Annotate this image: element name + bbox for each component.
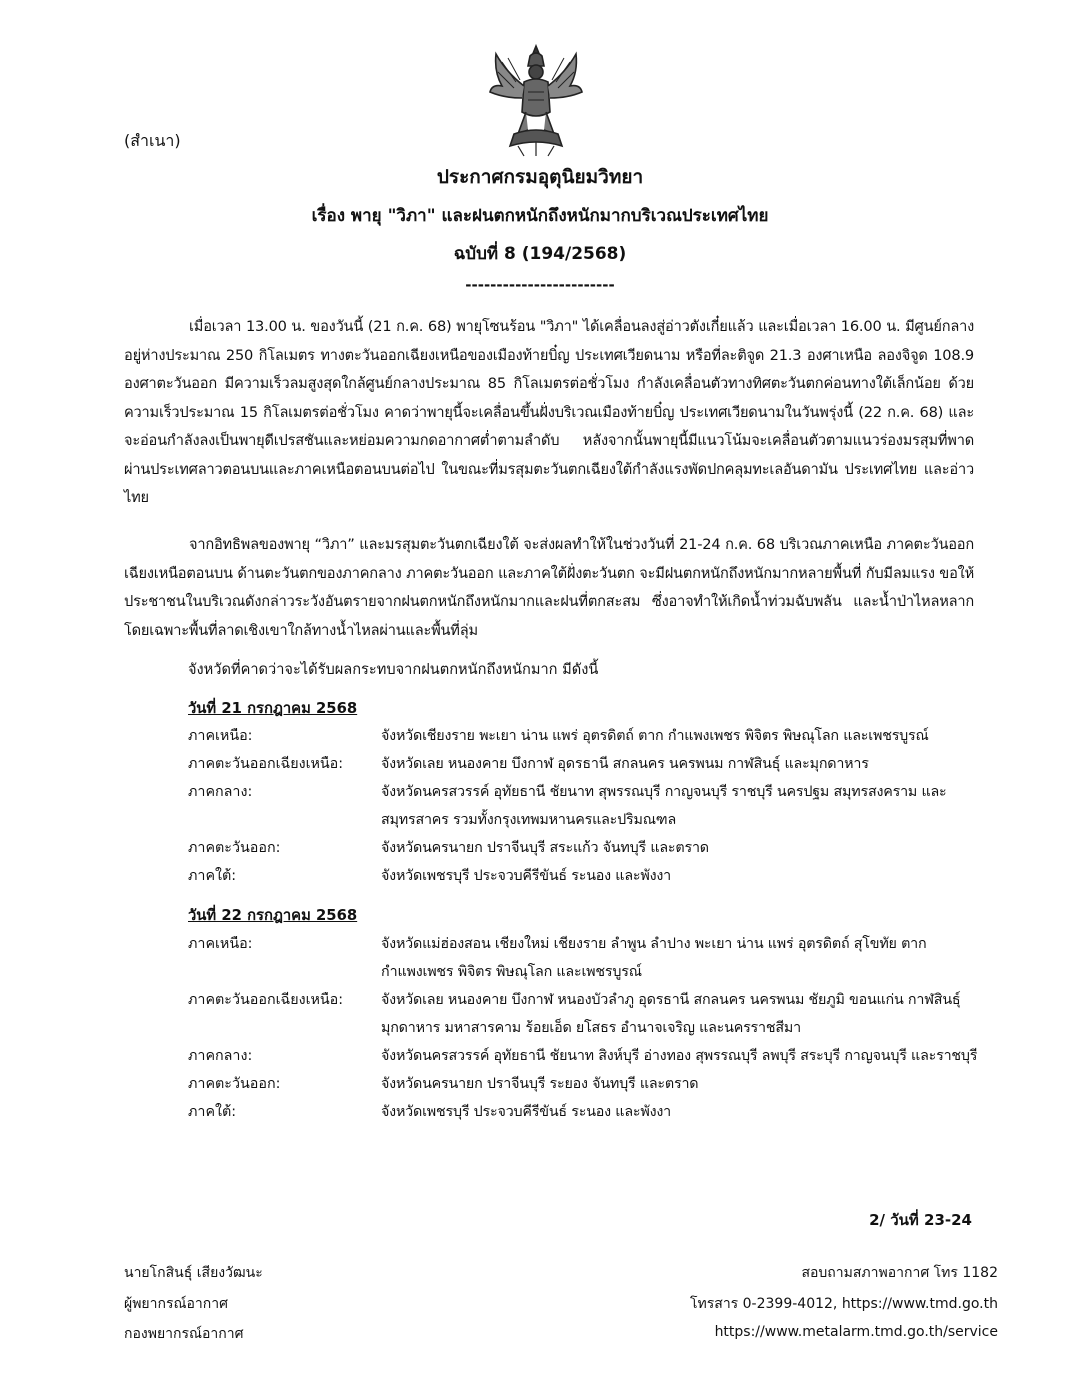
region-row — [188, 1098, 988, 1126]
page-title: ประกาศกรมอุตุนิยมวิทยา — [436, 166, 644, 188]
contact-phone: สอบถามสภาพอากาศ โทร 1182 — [801, 1265, 998, 1281]
province-list: จังหวัดเพชรบุรี ประจวบคีรีขันธ์ ระนอง และพังงา — [381, 1104, 671, 1120]
region-row — [188, 1070, 988, 1098]
region-list — [188, 722, 988, 890]
region-row — [188, 750, 988, 778]
announcement-subject: เรื่อง พายุ "วิภา" และฝนตกหนักถึงหนักมากบริเวณประเทศไทย — [311, 206, 769, 226]
day-heading: วันที่ 21 กรกฎาคม 2568 — [188, 700, 358, 717]
province-list: จังหวัดเลย หนองคาย บึงกาฬ อุดรธานี สกลนคร นครพนม กาฬสินธุ์ และมุกดาหาร — [381, 756, 869, 772]
region-name: ภาคใต้: — [188, 868, 237, 884]
contact-alert-service: https://www.metalarm.tmd.go.th/service — [714, 1324, 998, 1340]
contact-fax-website: โทรสาร 0-2399-4012, https://www.tmd.go.th — [690, 1296, 998, 1312]
region-name: ภาคกลาง: — [188, 784, 253, 800]
region-row — [188, 986, 988, 1042]
province-list: จังหวัดนครสวรรค์ อุทัยธานี ชัยนาท สิงห์บุรี อ่างทอง สุพรรณบุรี ลพบุรี สระบุรี กาญจนบุรี และราชบุรี — [381, 1048, 978, 1064]
day-heading: วันที่ 22 กรกฎาคม 2568 — [188, 907, 358, 924]
region-name: ภาคตะวันออกเฉียงเหนือ: — [188, 992, 344, 1008]
province-list: จังหวัดเลย หนองคาย บึงกาฬ หนองบัวลำภู อุดรธานี สกลนคร นครพนม ชัยภูมิ ขอนแก่น กาฬสินธุ์ มุกดาหาร มหาสารคาม ร้อยเอ็ด ยโสธร อำนาจเจริญ และนครราชสีมา — [381, 992, 961, 1036]
region-row — [188, 862, 988, 890]
region-row — [188, 834, 988, 862]
region-row — [188, 778, 988, 834]
copy-mark: (สำเนา) — [124, 131, 181, 150]
garuda-emblem — [488, 42, 584, 158]
province-list: จังหวัดแม่ฮ่องสอน เชียงใหม่ เชียงราย ลำพูน ลำปาง พะเยา น่าน แพร่ อุตรดิตถ์ สุโขทัย ตาก กำแพงเพชร พิจิตร พิษณุโลก และเพชรบูรณ์ — [381, 936, 927, 980]
issue-number: ฉบับที่ 8 (194/2568) — [453, 244, 627, 264]
region-list — [188, 930, 988, 1126]
region-row — [188, 722, 988, 750]
region-name: ภาคตะวันออก: — [188, 840, 281, 856]
forecaster-division: กองพยากรณ์อากาศ — [124, 1326, 244, 1342]
region-name: ภาคตะวันออกเฉียงเหนือ: — [188, 756, 344, 772]
province-list: จังหวัดนครนายก ปราจีนบุรี ระยอง จันทบุรี และตราด — [381, 1076, 699, 1092]
region-name: ภาคตะวันออก: — [188, 1076, 281, 1092]
region-name: ภาคเหนือ: — [188, 936, 253, 952]
continuation-note: 2/ วันที่ 23-24 — [869, 1211, 972, 1229]
province-list: จังหวัดนครนายก ปราจีนบุรี สระแก้ว จันทบุรี และตราด — [381, 840, 709, 856]
storm-status-paragraph: เมื่อเวลา 13.00 น. ของวันนี้ (21 ก.ค. 68) พายุโซนร้อน "วิภา" ได้เคลื่อนลงสู่อ่าวตังเกี๋ยแล้ว และเมื่อเวลา 16.00 น. มีศูนย์กลางอยู่ห่างประมาณ 250 กิโลเมตร ทางตะวันออกเฉียงเหนือของเมืองท้ายบิ๋ญ ประเทศเวียดนาม หรือที่ละติจูด 21.3 องศาเหนือ ลองจิจูด 108.9 องศาตะวันออก มีความเร็วลมสูงสุดใกล้ศูนย์กลางประมาณ 85 กิโลเมตรต่อชั่วโมง กำลังเคลื่อนตัวทางทิศตะวันตกค่อนทางใต้เล็กน้อย ด้วยความเร็วประมาณ 15 กิโลเมตรต่อชั่วโมง คาดว่าพายุนี้จะเคลื่อนขึ้นฝั่งบริเวณเมืองท้ายบิ๋ญ ประเทศเวียดนามในวันพรุ่งนี้ (22 ก.ค. 68) และจะอ่อนกำลังลงเป็นพายุดีเปรสชันและหย่อมความกดอากาศต่ำตามลำดับ หลังจากนั้นพายุนี้มีแนวโน้มจะเคลื่อนตัวตามแนวร่องมรสุมที่พาดผ่านประเทศลาวตอนบนและภาคเหนือตอนบนต่อไป ในขณะที่มรสุมตะวันตกเฉียงใต้กำลังแรงพัดปกคลุมทะเลอันดามัน ประเทศไทย และอ่าวไทย — [124, 318, 974, 506]
region-name: ภาคกลาง: — [188, 1048, 253, 1064]
region-name: ภาคใต้: — [188, 1104, 237, 1120]
region-row — [188, 930, 988, 986]
region-row — [188, 1042, 988, 1070]
title-divider: ------------------------ — [465, 276, 615, 294]
province-list: จังหวัดเพชรบุรี ประจวบคีรีขันธ์ ระนอง และพังงา — [381, 868, 671, 884]
province-list: จังหวัดเชียงราย พะเยา น่าน แพร่ อุตรดิตถ์ ตาก กำแพงเพชร พิจิตร พิษณุโลก และเพชรบูรณ์ — [381, 728, 929, 744]
region-name: ภาคเหนือ: — [188, 728, 253, 744]
province-list: จังหวัดนครสวรรค์ อุทัยธานี ชัยนาท สุพรรณบุรี กาญจนบุรี ราชบุรี นครปฐม สมุทรสงคราม และสมุทรสาคร รวมทั้งกรุงเทพมหานครและปริมณฑล — [381, 784, 947, 828]
forecaster-name: นายโกสินธุ์ เสียงวัฒนะ — [124, 1265, 263, 1281]
forecaster-title: ผู้พยากรณ์อากาศ — [124, 1296, 228, 1312]
affected-provinces-intro: จังหวัดที่คาดว่าจะได้รับผลกระทบจากฝนตกหนักถึงหนักมาก มีดังนี้ — [188, 661, 599, 678]
impact-paragraph: จากอิทธิพลของพายุ “วิภา” และมรสุมตะวันตกเฉียงใต้ จะส่งผลทำให้ในช่วงวันที่ 21-24 ก.ค. 68 บริเวณภาคเหนือ ภาคตะวันออกเฉียงเหนือตอนบน ด้านตะวันตกของภาคกลาง ภาคตะวันออก และภาคใต้ฝั่งตะวันตก จะมีฝนตกหนักถึงหนักมากหลายพื้นที่ กับมีลมแรง ขอให้ประชาชนในบริเวณดังกล่าวระวังอันตรายจากฝนตกหนักถึงหนักมากและฝนที่ตกสะสม ซึ่งอาจทำให้เกิดน้ำท่วมฉับพลัน และน้ำป่าไหลหลาก โดยเฉพาะพื้นที่ลาดเชิงเขาใกล้ทางน้ำไหลผ่านและพื้นที่ลุ่ม — [124, 536, 974, 639]
